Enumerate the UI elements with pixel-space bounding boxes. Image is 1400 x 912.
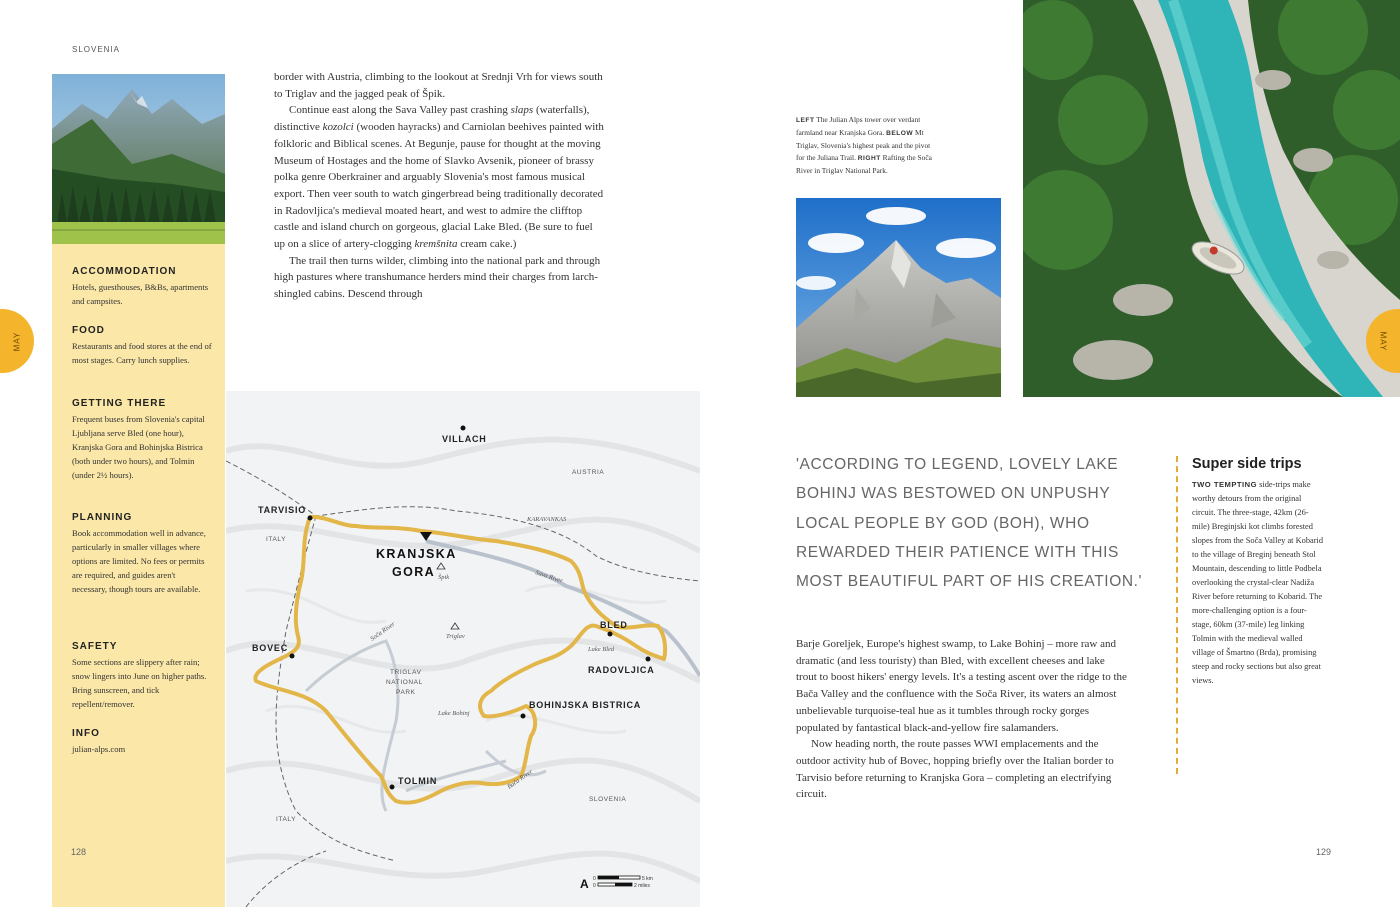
food-heading: FOOD (72, 325, 105, 336)
map-label-bled: BLED (600, 620, 628, 630)
side-trips-box (1176, 456, 1324, 774)
info-section (72, 728, 212, 756)
planning-heading: PLANNING (72, 512, 133, 523)
route-map (226, 391, 700, 907)
north-arrow-icon: A (580, 877, 589, 891)
map-label-tolmin: TOLMIN (398, 776, 438, 786)
mt-triglav-photo (796, 198, 1001, 397)
map-label-soca-river: Soča River (369, 620, 397, 643)
body-paragraph: The trail then turns wilder, climbing into the national park and through high pastures where transhumance herders mind their charges from larch-shingled cabins. Descend through (274, 254, 601, 301)
map-label-radovljica: RADOVLJICA (588, 665, 655, 675)
map-label-spik: Špik (438, 574, 450, 581)
body-paragraph: Barje Goreljek, Europe's highest swamp, to Lake Bohinj – more raw and dramatic (and less touristy) than Bled, with excellent cheeses and lake trout to boost hikers' energy levels. It's a testing ascent over the ridge to the Bača Valley and the confluence with the Soča River, its waters an almost unbelievable turquoise-teal hue as it tumbles through rocky gorges populated by fantastical black-and-yellow fire salamanders. (796, 638, 1127, 734)
map-label-park-2: NATIONAL (386, 679, 423, 686)
right-body-copy (796, 636, 1128, 803)
pull-quote: 'ACCORDING TO LEGEND, LOVELY LAKE BOHINJ WAS BESTOWED ON UNPUSHY LOCAL PEOPLE BY GOD (BOH), WHO REWARDED THEIR PATIENCE WITH THIS MOST BEAUTIFUL PART OF HIS CREATION.' (796, 456, 1143, 591)
info-heading: INFO (72, 728, 100, 739)
svg-text:2 miles: 2 miles (634, 883, 650, 889)
planning-section (72, 512, 212, 596)
soca-river-rafting-photo (1023, 0, 1400, 397)
svg-text:0: 0 (593, 883, 596, 889)
accommodation-text: Hotels, guesthouses, B&Bs, apartments and campsites. (72, 282, 209, 306)
map-label-baca-river: Bača River (506, 768, 534, 791)
safety-section (72, 641, 212, 711)
map-label-karavankas: KARAVANKAS (527, 516, 567, 523)
map-label-lake-bohinj: Lake Bohinj (438, 710, 470, 717)
body-paragraph: border with Austria, climbing to the lookout at Srednji Vrh for views south to Triglav and the jagged peak of Špik. (274, 71, 603, 100)
safety-heading: SAFETY (72, 641, 118, 652)
svg-text:0: 0 (593, 876, 596, 882)
accommodation-section (72, 266, 212, 308)
svg-text:5 km: 5 km (642, 876, 653, 882)
map-label-tarvisio: TARVISIO (258, 505, 307, 515)
safety-text: Some sections are slippery after rain; snow lingers into June on higher paths. Bring sunscreen, and tick repellent/remover. (72, 657, 207, 709)
running-head: SLOVENIA (72, 45, 121, 54)
map-label-triglav: Triglav (446, 633, 465, 640)
getting-there-section (72, 398, 212, 482)
map-label-kranjska: KRANJSKA (376, 547, 457, 561)
planning-text: Book accommodation well in advance, particularly in smaller villages where options are limited. No fees or permits are required, and guides aren't necessary, though tours are available. (72, 528, 206, 594)
map-label-gora: GORA (392, 565, 436, 579)
map-label-italy-bottom: ITALY (276, 816, 297, 823)
left-body-copy (274, 69, 606, 303)
map-label-park-1: TRIGLAV (390, 669, 422, 676)
side-trips-title: Super side trips (1192, 456, 1302, 472)
trip-info-sidebar (52, 74, 225, 907)
info-link[interactable]: julian-alps.com (72, 744, 126, 754)
food-section (72, 325, 212, 367)
map-label-austria: AUSTRIA (572, 469, 605, 476)
soca-river-illustration (1023, 0, 1400, 397)
map-label-sava-river: Sava River (534, 569, 564, 585)
map-label-slovenia: SLOVENIA (589, 796, 627, 803)
mt-triglav-illustration (796, 198, 1001, 397)
map-label-bohinjska-bistrica: BOHINJSKA BISTRICA (529, 700, 642, 710)
map-label-italy-top: ITALY (266, 536, 287, 543)
getting-there-text: Frequent buses from Slovenia's capital Ljubljana serve Bled (one hour), Kranjska Gora and Bohinjska Bistrica (both under two hours), and Tolmin (under 2½ hours). (72, 414, 205, 480)
body-paragraph: Continue east along the Sava Valley past crashing slaps (waterfalls), distinctive kozolci (wooden hayracks) and Carniolan beehives painted with folkloric and Biblical scenes. At Begunje, pause for thought at the moving Museum of Hostages and the home of Slavko Avsenik, pioneer of brassy polka genre Oberkrainer and arguably Slovenia's most famous musical export. Then veer south to watch gingerbread being traditionally decorated in Radovljica's medieval moated heart, and west to admire the clifftop castle and island church on gorgeous, glacial Lake Bled. (Be sure to fuel up on a slice of artery-clogging kremšnita cream cake.) (274, 104, 604, 251)
getting-there-heading: GETTING THERE (72, 398, 167, 409)
month-tab-label: MAY (12, 331, 22, 351)
map-label-park-3: PARK (396, 689, 416, 696)
alps-farmland-illustration (52, 74, 225, 244)
accommodation-heading: ACCOMMODATION (72, 266, 177, 277)
body-paragraph: Now heading north, the route passes WWI emplacements and the outdoor activity hub of Bovec, hopping briefly over the Italian border to Tarvisio before returning to Kranjska Gora – completing an electrifying circuit. (796, 738, 1114, 801)
alps-farmland-photo (52, 74, 225, 244)
map-label-villach: VILLACH (442, 434, 487, 444)
map-label-lake-bled: Lake Bled (588, 646, 615, 653)
food-text: Restaurants and food stores at the end of most stages. Carry lunch supplies. (72, 341, 212, 365)
page-number-left: 128 (71, 847, 87, 857)
juliana-trail-map (226, 391, 700, 907)
map-label-bovec: BOVEC (252, 643, 289, 653)
page-number-right: 129 (1316, 847, 1332, 857)
month-tab-label: MAY (1378, 331, 1388, 351)
side-trips-text: TWO TEMPTING side-trips make worthy detours from the original circuit. The three-stage, 42km (26-mile) Breginjski kot climbs forested slopes from the Soča Valley at Kobarid to the village of Breginj beneath Stol Mountain, descending to little Podbela overlooking the crystal-clear Nadiža River before returning to Kobarid. The more-challenging option is a four-stage, 60km (37-mile) leg linking Tolmin with the medieval walled village of Šmartno (Brda), promising steep and rocky sections but also great views. (1192, 480, 1324, 685)
photo-caption: LEFT The Julian Alps tower over verdant farmland near Kranjska Gora. BELOW Mt Triglav, Slovenia's highest peak and the pivot for the Juliana Trail. RIGHT Rafting the Soča River in Triglav National Park. (796, 115, 932, 175)
